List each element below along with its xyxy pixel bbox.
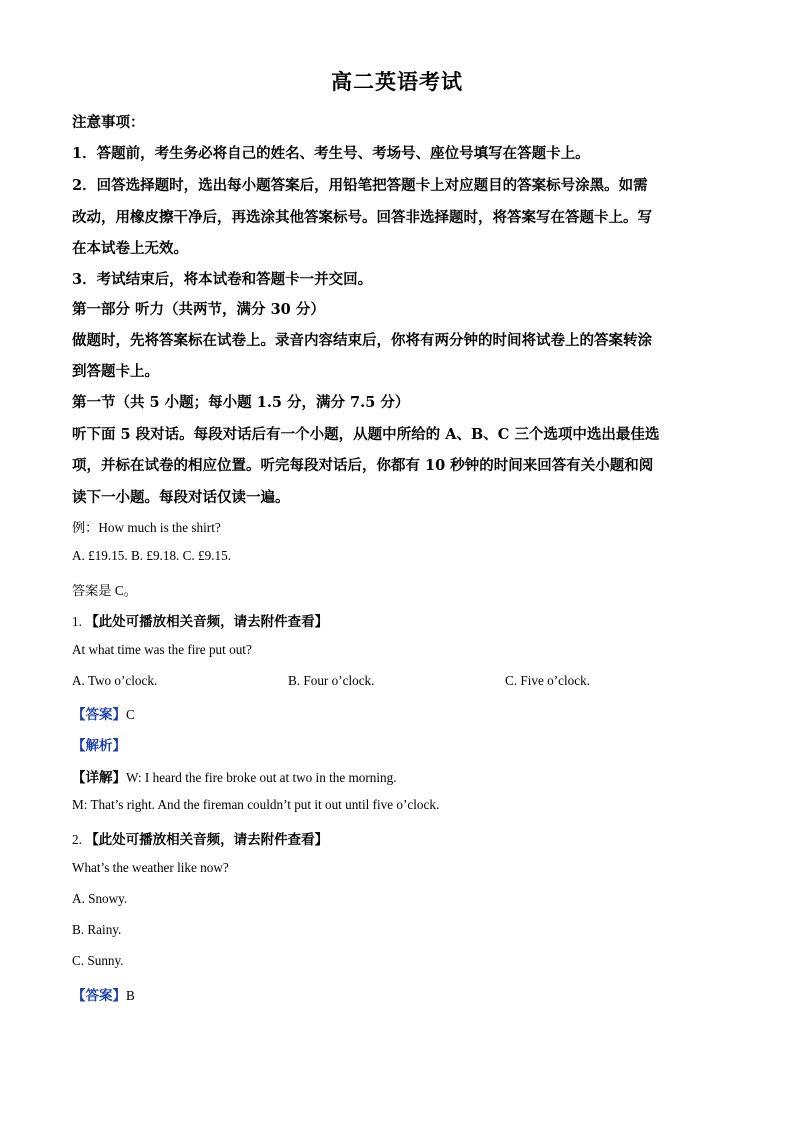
question-1-number: 1. xyxy=(72,614,86,629)
answer-tag: 【答案】 xyxy=(72,988,126,1004)
question-1-detail-line-2: M: That’s right. And the fireman couldn’t put it out until five o’clock. xyxy=(72,797,440,812)
part1-instructions-line-1: 做题时，先将答案标在试卷上。录音内容结束后，你将有两分钟的时间将试卷上的答案转涂 xyxy=(72,332,652,349)
example-question: 例：How much is the shirt? xyxy=(72,520,221,535)
question-1-audio-note[interactable]: 【此处可播放相关音频，请去附件查看】 xyxy=(85,614,329,630)
answer-tag: 【答案】 xyxy=(72,707,126,723)
notice-item-2-line-2: 改动，用橡皮擦干净后，再选涂其他答案标号。回答非选择题时，将答案写在答题卡上。写 xyxy=(72,209,652,226)
notice-heading: 注意事项： xyxy=(72,114,145,131)
section1-heading: 第一节（共 5 小题；每小题 1.5 分，满分 7.5 分） xyxy=(72,394,410,411)
question-2-audio-note[interactable]: 【此处可播放相关音频，请去附件查看】 xyxy=(85,832,329,848)
notice-item-2-line-1: 2．回答选择题时，选出每小题答案后，用铅笔把答题卡上对应题目的答案标号涂黑。如需 xyxy=(72,177,648,194)
section1-instructions-line-2: 项，并标在试卷的相应位置。听完每段对话后，你都有 10 秒钟的时间来回答有关小题和阅 xyxy=(72,457,654,474)
example-options: A. £19.15. B. £9.18. C. £9.15. xyxy=(72,548,231,563)
question-2-option-c: C. Sunny. xyxy=(72,953,124,968)
detail-tag: 【详解】 xyxy=(72,770,126,786)
question-1-text: At what time was the fire put out? xyxy=(72,642,252,657)
question-2-answer-value: B xyxy=(126,988,135,1003)
question-1-detail-text-1: W: I heard the fire broke out at two in the morning. xyxy=(126,770,397,785)
part1-heading: 第一部分 听力（共两节，满分 30 分） xyxy=(72,301,325,318)
question-1-option-b: B. Four o’clock. xyxy=(288,673,375,688)
notice-item-1: 1．答题前，考生务必将自己的姓名、考生号、考场号、座位号填写在答题卡上。 xyxy=(72,145,590,162)
analysis-tag: 【解析】 xyxy=(72,738,126,754)
section1-instructions-line-3: 读下一小题。每段对话仅读一遍。 xyxy=(72,489,290,506)
part1-instructions-line-2: 到答题卡上。 xyxy=(72,363,159,380)
question-1-option-a: A. Two o’clock. xyxy=(72,673,158,688)
question-1-heading xyxy=(72,610,328,630)
question-2-option-a: A. Snowy. xyxy=(72,891,128,906)
section1-instructions-line-1: 听下面 5 段对话。每段对话后有一个小题，从题中所给的 A、B、C 三个选项中选出最佳选 xyxy=(72,426,660,443)
question-1-detail-line-1 xyxy=(72,766,397,786)
question-1-option-c: C. Five o’clock. xyxy=(505,673,590,688)
question-2-answer xyxy=(72,984,135,1004)
question-1-answer-value: C xyxy=(126,707,135,722)
example-answer: 答案是 C。 xyxy=(72,583,137,598)
notice-item-2-line-3: 在本试卷上无效。 xyxy=(72,240,188,257)
question-2-text: What’s the weather like now? xyxy=(72,860,229,875)
question-1-analysis xyxy=(72,734,126,754)
notice-item-3: 3．考试结束后，将本试卷和答题卡一并交回。 xyxy=(72,271,373,288)
question-2-option-b: B. Rainy. xyxy=(72,922,122,937)
page-title: 高二英语考试 xyxy=(331,69,463,94)
question-2-number: 2. xyxy=(72,832,86,847)
question-1-answer xyxy=(72,703,135,723)
question-2-heading xyxy=(72,828,328,848)
